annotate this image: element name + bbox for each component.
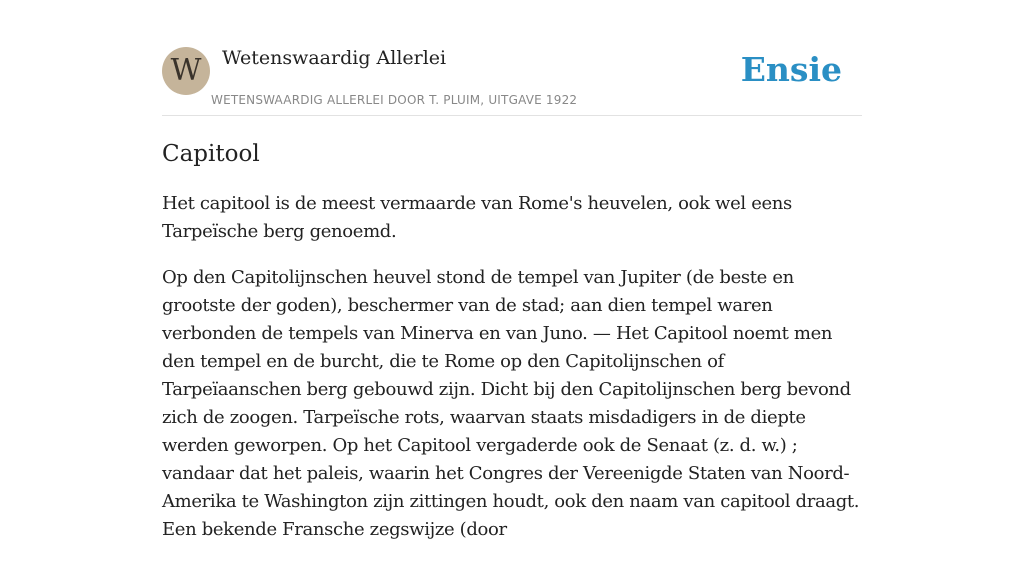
source-header [162, 46, 862, 116]
source-avatar[interactable]: W [162, 47, 210, 95]
source-title-link[interactable]: Wetenswaardig Allerlei [222, 47, 447, 69]
ensie-logo-link[interactable]: Ensie [740, 50, 842, 89]
article [162, 138, 862, 562]
article-paragraph-1: Het capitool is de meest vermaarde van Rome's heuvelen, ook wel eens Tarpeïsche berg genoemd. [162, 193, 792, 242]
source-subtitle: WETENSWAARDIG ALLERLEI DOOR T. PLUIM, UITGAVE 1922 [211, 93, 578, 107]
article-paragraph-2: Op den Capitolijnschen heuvel stond de tempel van Jupiter (de beste en grootste der goden), beschermer van de stad; aan dien tempel waren verbonden de tempels van Minerva en van Juno. — Het Capitool noemt men den tempel en de burcht, die te Rome op den Capitolijnschen of Tarpeïaanschen berg gebouwd zijn. Dicht bij den Capitolijnschen berg bevond zich de zoogen. Tarpeïsche rots, waarvan staats misdadigers in de diepte werden geworpen. Op het Capitool vergaderde ook de Senaat (z. d. w.) ; vandaar dat het paleis, waarin het Congres der Vereenigde Staten van Noord-Amerika te Washington zijn zittingen houdt, ook den naam van capitool draagt. Een bekende Fransche zegswijze (door [162, 267, 860, 540]
article-title: Capitool [162, 141, 260, 167]
